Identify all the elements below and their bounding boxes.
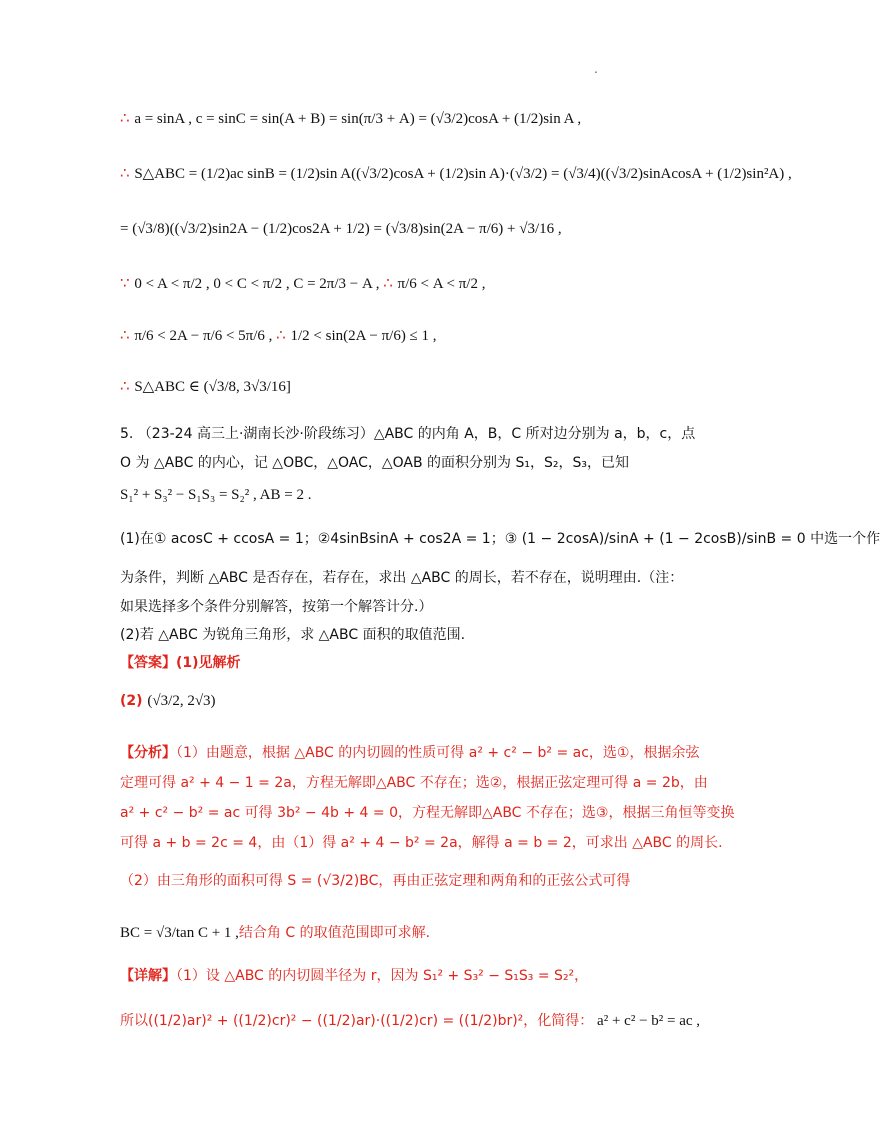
text-line	[120, 596, 432, 616]
text-span: a² + c² − b² = ac 可得 3b² − 4b + 4 = 0，方程无解即△ABC 不存在；选③，根据三角恒等变换	[120, 805, 735, 821]
text-span: S△ABC = (1/2)ac sinB = (1/2)sin A((√3/2)cosA + (1/2)sin A)·(√3/2) = (√3/4)((√3/2)sinAcosA + (1/2)sin²A) ,	[134, 166, 792, 182]
text-span: 【答案】(1)见解析	[120, 655, 241, 671]
text-line	[120, 108, 581, 128]
text-span: 如果选择多个条件分别解答，按第一个解答计分.）	[120, 599, 433, 615]
text-span: 【分析】	[120, 745, 176, 761]
text-span: 所以((1/2)ar)² + ((1/2)cr)² − ((1/2)ar)·((1/2)cr) = ((1/2)br)²，化简得：	[120, 1013, 594, 1029]
text-span: 1/2 < sin(2A − π/6) ≤ 1 ,	[290, 328, 437, 344]
text-span: (√3/2, 2√3)	[147, 693, 216, 709]
text-span: a = sinA , c = sinC = sin(A + B) = sin(π/3 + A) = (√3/2)cosA + (1/2)sin A ,	[134, 111, 582, 127]
text-line	[120, 690, 216, 710]
text-line	[120, 1010, 700, 1030]
text-span: 定理可得 a² + 4 − 1 = 2a，方程无解即△ABC 不存在；选②，根据正弦定理可得 a = 2b，由	[120, 775, 708, 791]
text-line	[120, 423, 695, 443]
text-span: S△ABC ∈ (√3/8, 3√3/16]	[134, 379, 291, 395]
text-span: (1)在① acosC + ccosA = 1；②4sinBsinA + cos2A = 1；③ (1 − 2cosA)/sinA + (1 − 2cosB)/sinB = 0 中选一个作	[120, 531, 880, 547]
text-line	[120, 965, 588, 985]
text-span: = (√3/8)((√3/2)sin2A − (1/2)cos2A + 1/2) = (√3/8)sin(2A − π/6) + √3/16 ,	[120, 221, 562, 237]
text-span: ∴	[120, 164, 135, 182]
text-span: ∴	[276, 326, 291, 344]
text-span: (2)若 △ABC 为锐角三角形，求 △ABC 面积的取值范围.	[120, 627, 466, 643]
text-span: π/6 < 2A − π/6 < 5π/6 ,	[134, 328, 277, 344]
text-span: S₁² + S₃² − S₁S₃ = S₂² , AB = 2 .	[120, 487, 312, 503]
text-line	[120, 325, 437, 345]
text-span: BC = √3/tan C + 1 ,	[120, 925, 239, 941]
text-span: 结合角 C 的取值范围即可求解.	[238, 925, 431, 941]
text-line	[120, 624, 465, 644]
text-span: （2）由三角形的面积可得 S = (√3/2)BC，再由正弦定理和两角和的正弦公式可得	[120, 873, 631, 889]
text-line	[120, 163, 792, 183]
text-span: 为条件，判断 △ABC 是否存在，若存在，求出 △ABC 的周长，若不存在，说明理由.（注：	[120, 570, 684, 586]
text-line	[120, 870, 630, 890]
text-line	[120, 528, 880, 548]
text-span: （1）由题意，根据 △ABC 的内切圆的性质可得 a² + c² − b² = ac，选①，根据余弦	[176, 745, 700, 761]
text-span: O 为 △ABC 的内心，记 △OBC，△OAC，△OAB 的面积分别为 S₁，S₂，S₃，已知	[120, 455, 629, 471]
text-line	[120, 376, 291, 396]
text-span: ∴	[120, 326, 135, 344]
text-line	[120, 218, 562, 238]
corner-dot: .	[594, 62, 598, 76]
text-line	[120, 484, 311, 504]
text-line	[120, 567, 683, 587]
text-span: π/6 < A < π/2 ,	[397, 276, 486, 292]
text-span: ∴	[383, 274, 398, 292]
text-line	[120, 742, 699, 762]
text-line	[120, 273, 485, 293]
text-span: 5. （23-24 高三上·湖南长沙·阶段练习）△ABC 的内角 A，B，C 所对边分别为 a，b，c，点	[120, 426, 696, 442]
text-span: ∵	[120, 274, 135, 292]
text-span: a² + c² − b² = ac ,	[593, 1013, 701, 1029]
text-span: ∴	[120, 109, 135, 127]
text-span: 0 < A < π/2 , 0 < C < π/2 , C = 2π/3 − A ,	[134, 276, 384, 292]
text-line	[120, 832, 723, 852]
text-span: 可得 a + b = 2c = 4，由（1）得 a² + 4 − b² = 2a，解得 a = b = 2，可求出 △ABC 的周长.	[120, 835, 723, 851]
text-span: （1）设 △ABC 的内切圆半径为 r，因为 S₁² + S₃² − S₁S₃ = S₂²，	[176, 968, 589, 984]
text-line	[120, 452, 629, 472]
text-line	[120, 772, 708, 792]
text-span: 【详解】	[120, 968, 176, 984]
text-line	[120, 652, 241, 672]
text-span: ∴	[120, 377, 135, 395]
text-span: (2)	[120, 693, 148, 709]
text-line	[120, 922, 430, 942]
text-line	[120, 802, 734, 822]
